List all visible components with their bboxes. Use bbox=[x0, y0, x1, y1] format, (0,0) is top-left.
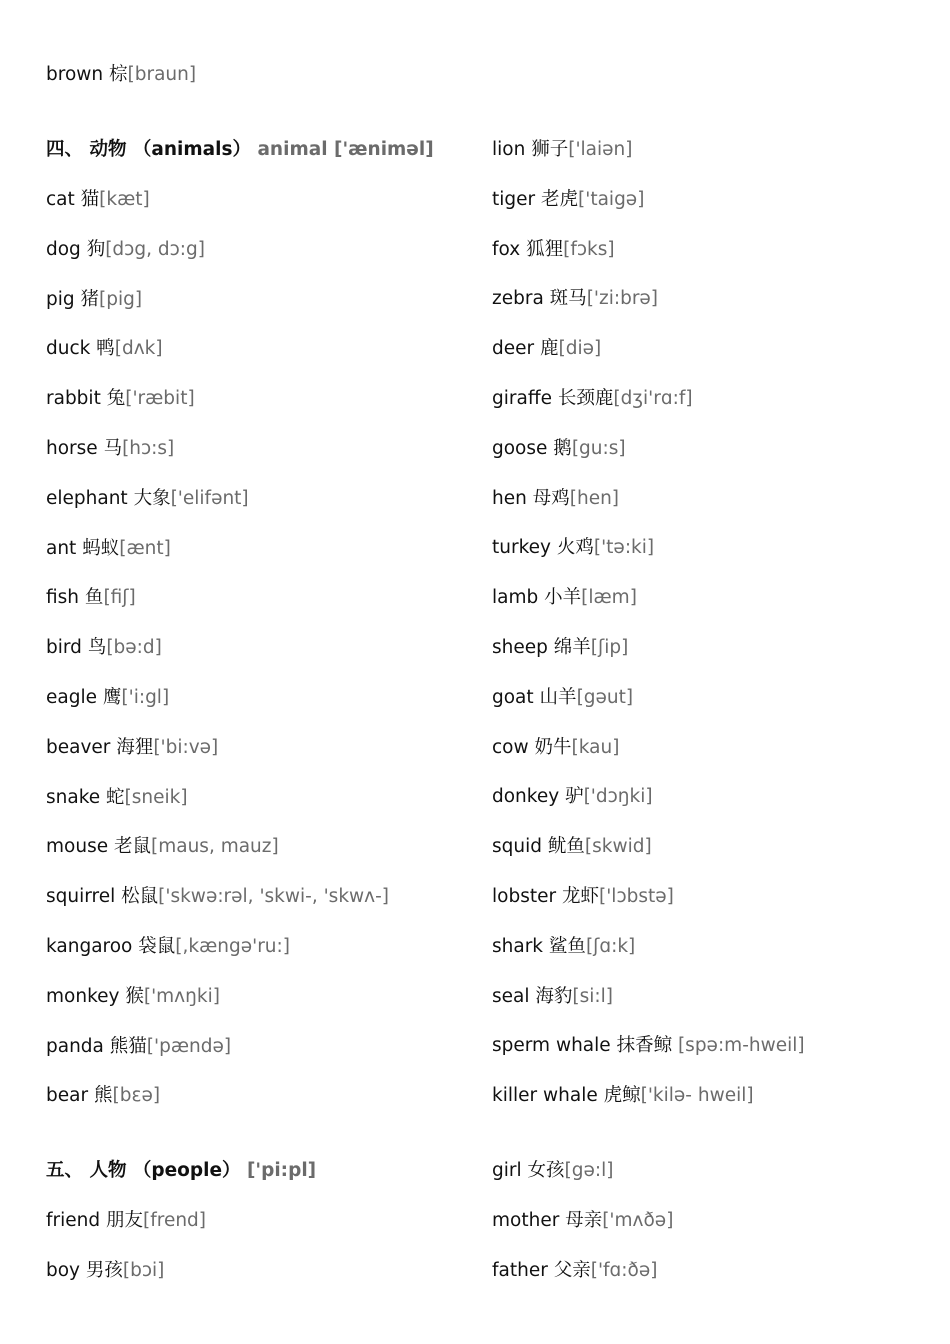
entry-chinese: 海豹 bbox=[535, 986, 573, 1007]
entry-chinese: 狗 bbox=[86, 239, 106, 260]
vocab-entry bbox=[46, 487, 249, 511]
entry-pronunciation: ['taigә] bbox=[578, 189, 645, 210]
entry-word: fish bbox=[46, 587, 80, 608]
entry-chinese: 熊猫 bbox=[109, 1036, 147, 1057]
entry-pronunciation: [ænt] bbox=[119, 538, 171, 559]
entry-word: elephant bbox=[46, 488, 128, 509]
vocab-entry bbox=[46, 786, 188, 810]
entry-chinese: 男孩 bbox=[85, 1260, 123, 1281]
entry-chinese: 鸭 bbox=[96, 338, 115, 359]
vocab-entry bbox=[492, 586, 637, 610]
entry-chinese: 兔 bbox=[106, 388, 126, 409]
vocab-entry bbox=[492, 1209, 673, 1233]
vocab-entry bbox=[46, 188, 150, 212]
entry-pronunciation: ['i:gl] bbox=[121, 687, 170, 708]
entry-pronunciation: [ʃip] bbox=[590, 637, 629, 658]
vocab-entry bbox=[492, 1034, 805, 1058]
entry-pronunciation: [braun] bbox=[127, 64, 197, 85]
entry-word: cat bbox=[46, 189, 75, 210]
entry-word: kangaroo bbox=[46, 936, 133, 957]
entry-chinese: 老鼠 bbox=[113, 836, 151, 857]
vocab-entry bbox=[46, 686, 169, 710]
entry-pronunciation: [diә] bbox=[558, 338, 602, 359]
entry-chinese: 大象 bbox=[133, 488, 171, 509]
entry-chinese: 长颈鹿 bbox=[557, 388, 614, 409]
vocab-entry bbox=[46, 238, 205, 262]
heading-pronunciation: ['pi:pl] bbox=[246, 1160, 317, 1181]
entry-word: mouse bbox=[46, 836, 109, 857]
entry-word: boy bbox=[46, 1260, 81, 1281]
entry-word: tiger bbox=[492, 189, 536, 210]
entry-pronunciation: [kæt] bbox=[99, 189, 150, 210]
entry-chinese: 山羊 bbox=[539, 687, 577, 708]
entry-word: donkey bbox=[492, 786, 560, 807]
entry-pronunciation: ['mʌŋki] bbox=[143, 986, 220, 1007]
entry-pronunciation: ['pændә] bbox=[146, 1036, 232, 1057]
entry-pronunciation: ['kilә- hweil] bbox=[640, 1085, 754, 1106]
entry-word: lamb bbox=[492, 587, 539, 608]
entry-chinese: 蛇 bbox=[106, 787, 125, 808]
entry-word: deer bbox=[492, 338, 535, 359]
entry-word: cow bbox=[492, 737, 529, 758]
heading-pronunciation: ['ænimәl] bbox=[334, 139, 434, 160]
entry-word: seal bbox=[492, 986, 530, 1007]
entry-pronunciation: ['mʌðә] bbox=[602, 1210, 674, 1231]
entry-pronunciation: [sneik] bbox=[124, 787, 188, 808]
entry-pronunciation: [dʒi'rɑ:f] bbox=[613, 388, 693, 409]
entry-chinese: 袋鼠 bbox=[138, 936, 176, 957]
entry-word: horse bbox=[46, 438, 98, 459]
entry-pronunciation: [pig] bbox=[99, 289, 143, 310]
entry-word: hen bbox=[492, 488, 527, 509]
entry-chinese: 猫 bbox=[80, 189, 100, 210]
entry-chinese: 熊 bbox=[93, 1085, 113, 1106]
entry-word: zebra bbox=[492, 288, 544, 309]
entry-chinese: 松鼠 bbox=[121, 886, 159, 907]
entry-word: bird bbox=[46, 637, 82, 658]
entry-chinese: 小羊 bbox=[544, 587, 582, 608]
entry-pronunciation: [maus, mauz] bbox=[151, 836, 279, 857]
entry-chinese: 马 bbox=[103, 438, 123, 459]
entry-chinese: 女孩 bbox=[527, 1160, 565, 1181]
entry-chinese: 棕 bbox=[109, 64, 128, 85]
section-heading-people bbox=[46, 1159, 316, 1183]
entry-word: father bbox=[492, 1260, 548, 1281]
entry-word: pig bbox=[46, 289, 75, 310]
entry-chinese: 火鸡 bbox=[556, 537, 594, 558]
entry-pronunciation: [frend] bbox=[143, 1210, 207, 1231]
vocab-entry bbox=[46, 885, 389, 909]
heading-title: 五、 人物 （people） bbox=[46, 1160, 241, 1181]
entry-pronunciation: [dɔg, dɔ:g] bbox=[105, 239, 205, 260]
entry-chinese: 奶牛 bbox=[534, 737, 572, 758]
entry-chinese: 猴 bbox=[125, 986, 144, 1007]
vocab-entry bbox=[46, 736, 218, 760]
vocab-entry bbox=[492, 1259, 657, 1283]
vocab-entry bbox=[46, 387, 195, 411]
entry-chinese: 母亲 bbox=[565, 1210, 603, 1231]
entry-pronunciation: [,kængә'ru:] bbox=[175, 936, 290, 957]
vocab-entry bbox=[492, 487, 619, 511]
vocab-entry bbox=[492, 1159, 613, 1183]
entry-word: lobster bbox=[492, 886, 557, 907]
entry-chinese: 鹰 bbox=[102, 687, 122, 708]
entry-pronunciation: ['zi:brә] bbox=[586, 288, 659, 309]
entry-chinese: 虎鲸 bbox=[603, 1085, 641, 1106]
vocab-entry bbox=[46, 1259, 164, 1283]
entry-word: ant bbox=[46, 538, 77, 559]
entry-word: eagle bbox=[46, 687, 97, 708]
entry-word: duck bbox=[46, 338, 91, 359]
heading-word: animal bbox=[257, 139, 328, 160]
entry-pronunciation: [bә:d] bbox=[106, 637, 162, 658]
entry-pronunciation: [bɔi] bbox=[122, 1260, 165, 1281]
entry-chinese: 斑马 bbox=[549, 288, 587, 309]
entry-chinese: 老虎 bbox=[541, 189, 579, 210]
entry-word: shark bbox=[492, 936, 544, 957]
entry-word: giraffe bbox=[492, 388, 552, 409]
vocab-entry bbox=[492, 785, 653, 809]
entry-chinese: 鸟 bbox=[87, 637, 107, 658]
entry-chinese: 朋友 bbox=[106, 1210, 144, 1231]
entry-pronunciation: [fɔks] bbox=[563, 239, 615, 260]
entry-chinese: 鱼 bbox=[84, 587, 104, 608]
vocab-entry bbox=[46, 1084, 160, 1108]
entry-word: brown bbox=[46, 64, 104, 85]
entry-chinese: 狐狸 bbox=[526, 239, 564, 260]
vocab-entry bbox=[492, 686, 633, 710]
vocab-entry bbox=[492, 138, 632, 162]
entry-pronunciation: [dʌk] bbox=[114, 338, 163, 359]
entry-chinese: 驴 bbox=[565, 786, 584, 807]
entry-word: panda bbox=[46, 1036, 104, 1057]
vocab-entry bbox=[46, 537, 171, 561]
entry-pronunciation: [gә:l] bbox=[564, 1160, 614, 1181]
vocab-entry bbox=[46, 985, 220, 1009]
entry-pronunciation: [si:l] bbox=[572, 986, 613, 1007]
vocab-entry bbox=[492, 1084, 754, 1108]
vocab-entry bbox=[492, 885, 674, 909]
entry-word: beaver bbox=[46, 737, 111, 758]
entry-pronunciation: [ʃɑ:k] bbox=[585, 936, 636, 957]
entry-chinese: 鹿 bbox=[540, 338, 559, 359]
vocab-entry bbox=[492, 736, 619, 760]
vocab-entry bbox=[492, 835, 652, 859]
vocab-entry bbox=[492, 387, 693, 411]
entry-word: killer whale bbox=[492, 1085, 598, 1106]
entry-word: dog bbox=[46, 239, 81, 260]
entry-word: goose bbox=[492, 438, 548, 459]
entry-word: sheep bbox=[492, 637, 548, 658]
entry-word: sperm whale bbox=[492, 1035, 611, 1056]
vocab-entry bbox=[46, 437, 174, 461]
vocab-entry bbox=[492, 238, 615, 262]
vocab-entry bbox=[46, 1035, 231, 1059]
entry-word: fox bbox=[492, 239, 521, 260]
entry-pronunciation: ['dɔŋki] bbox=[583, 786, 653, 807]
vocab-entry bbox=[492, 985, 613, 1009]
vocab-entry bbox=[492, 337, 601, 361]
entry-word: rabbit bbox=[46, 388, 101, 409]
vocab-entry bbox=[46, 935, 290, 959]
entry-chinese: 绵羊 bbox=[553, 637, 591, 658]
entry-chinese: 海狸 bbox=[116, 737, 154, 758]
entry-chinese: 蚂蚁 bbox=[82, 538, 120, 559]
vocab-entry bbox=[46, 586, 136, 610]
heading-title: 四、 动物 （animals） bbox=[46, 139, 251, 160]
entry-chinese: 猪 bbox=[80, 289, 100, 310]
entry-pronunciation: [kau] bbox=[571, 737, 620, 758]
entry-pronunciation: ['ræbit] bbox=[125, 388, 195, 409]
entry-pronunciation: [skwid] bbox=[584, 836, 652, 857]
entry-pronunciation: [gәut] bbox=[576, 687, 634, 708]
entry-word: mother bbox=[492, 1210, 560, 1231]
entry-pronunciation: ['bi:vә] bbox=[153, 737, 219, 758]
entry-word: squirrel bbox=[46, 886, 116, 907]
entry-pronunciation: [hen] bbox=[569, 488, 620, 509]
entry-chinese: 鲨鱼 bbox=[548, 936, 586, 957]
entry-word: snake bbox=[46, 787, 101, 808]
vocab-entry bbox=[46, 636, 162, 660]
entry-pronunciation: [læm] bbox=[581, 587, 637, 608]
entry-word: bear bbox=[46, 1085, 89, 1106]
entry-chinese: 父亲 bbox=[553, 1260, 591, 1281]
entry-chinese: 抹香鲸 bbox=[616, 1035, 673, 1056]
entry-pronunciation: ['fɑ:ðә] bbox=[590, 1260, 658, 1281]
section-heading-animals bbox=[46, 138, 434, 162]
entry-pronunciation: ['laiәn] bbox=[568, 139, 633, 160]
entry-pronunciation: [spә:m-hweil] bbox=[672, 1035, 805, 1056]
entry-pronunciation: [hɔ:s] bbox=[122, 438, 175, 459]
entry-word: lion bbox=[492, 139, 526, 160]
entry-chinese: 鱿鱼 bbox=[547, 836, 585, 857]
entry-pronunciation: ['skwә:rәl, 'skwi-, 'skwʌ-] bbox=[158, 886, 389, 907]
vocab-entry bbox=[492, 188, 644, 212]
vocab-entry bbox=[492, 287, 658, 311]
vocab-entry bbox=[492, 636, 628, 660]
vocab-entry bbox=[492, 536, 654, 560]
vocab-entry bbox=[46, 835, 279, 859]
entry-word: monkey bbox=[46, 986, 120, 1007]
vocab-entry bbox=[492, 935, 635, 959]
entry-pronunciation: ['tә:ki] bbox=[593, 537, 655, 558]
vocab-entry bbox=[46, 1209, 206, 1233]
entry-pronunciation: ['elifәnt] bbox=[170, 488, 249, 509]
entry-chinese: 母鸡 bbox=[532, 488, 570, 509]
entry-word: goat bbox=[492, 687, 534, 708]
entry-pronunciation: [bεә] bbox=[112, 1085, 161, 1106]
entry-word: girl bbox=[492, 1160, 522, 1181]
entry-word: friend bbox=[46, 1210, 101, 1231]
entry-chinese: 狮子 bbox=[531, 139, 569, 160]
vocab-entry-brown bbox=[46, 63, 196, 87]
entry-word: squid bbox=[492, 836, 542, 857]
entry-pronunciation: ['lɔbstә] bbox=[599, 886, 674, 907]
entry-pronunciation: [gu:s] bbox=[571, 438, 626, 459]
entry-chinese: 龙虾 bbox=[561, 886, 599, 907]
vocab-entry bbox=[46, 337, 163, 361]
vocab-entry bbox=[46, 288, 142, 312]
entry-pronunciation: [fiʃ] bbox=[103, 587, 136, 608]
entry-word: turkey bbox=[492, 537, 551, 558]
entry-chinese: 鹅 bbox=[553, 438, 572, 459]
vocab-entry bbox=[492, 437, 626, 461]
